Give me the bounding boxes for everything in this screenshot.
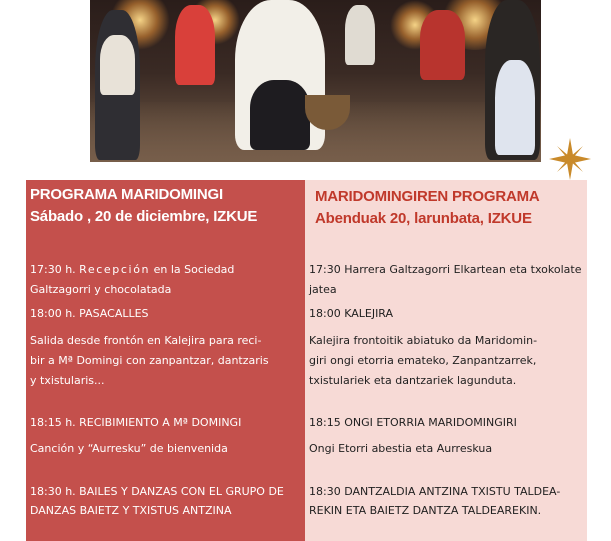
procession-photo bbox=[90, 0, 541, 162]
item-line: 18:00 h. PASACALLES bbox=[30, 307, 149, 320]
program-date: Sábado , 20 de diciembre, IZKUE bbox=[30, 208, 258, 225]
child-figure bbox=[495, 60, 535, 155]
program-date: Abenduak 20, larunbata, IZKUE bbox=[315, 210, 532, 227]
item-line: DANZAS BAIETZ Y TXISTUS ANTZINA bbox=[30, 504, 232, 517]
item-line: Salida desde frontón en Kalejira para reci- bbox=[30, 334, 262, 347]
item-line: txistulariek eta dantzariek lagunduta. bbox=[309, 374, 517, 387]
item-line: Ongi Etorri abestia eta Aurreskua bbox=[309, 442, 493, 455]
child-figure bbox=[420, 10, 465, 80]
item-time: 17:30 h. bbox=[30, 263, 76, 276]
item-line: bir a Mª Domingi con zanpantzar, dantzaris bbox=[30, 354, 269, 367]
item-line: REKIN ETA BAIETZ DANTZA TALDEAREKIN. bbox=[309, 504, 542, 517]
item-line: 18:30 DANTZALDIA ANTZINA TXISTU TALDEA- bbox=[309, 485, 561, 498]
robe-shadow bbox=[250, 80, 310, 150]
program-basque-column bbox=[305, 180, 587, 541]
item-line: 18:30 h. BAILES Y DANZAS CON EL GRUPO DE bbox=[30, 485, 284, 498]
star-icon bbox=[549, 138, 591, 180]
item-line: 18:00 KALEJIRA bbox=[309, 307, 394, 320]
program-spanish-column bbox=[26, 180, 305, 541]
item-heading: Recepción bbox=[79, 263, 151, 276]
item-line: Kalejira frontoitik abiatuko da Maridomin- bbox=[309, 334, 538, 347]
item-line: giri ongi etorria emateko, Zanpantzarrek, bbox=[309, 354, 537, 367]
item-line bbox=[30, 260, 234, 279]
item-line: Canción y “Aurresku” de bienvenida bbox=[30, 442, 228, 455]
item-line: 17:30 Harrera Galtzagorri Elkartean eta txokolate bbox=[309, 263, 582, 276]
item-line: y txistularis... bbox=[30, 374, 105, 387]
child-figure bbox=[100, 35, 135, 95]
item-line: 18:15 h. RECIBIMIENTO A Mª DOMINGI bbox=[30, 416, 242, 429]
child-figure bbox=[345, 5, 375, 65]
program-title: PROGRAMA MARIDOMINGI bbox=[30, 186, 223, 203]
program-title: MARIDOMINGIREN PROGRAMA bbox=[315, 188, 540, 205]
item-line: 18:15 ONGI ETORRIA MARIDOMINGIRI bbox=[309, 416, 517, 429]
item-text: en la Sociedad bbox=[150, 263, 235, 276]
item-line: Galtzagorri y chocolatada bbox=[30, 283, 172, 296]
item-line: jatea bbox=[309, 283, 337, 296]
child-figure bbox=[175, 5, 215, 85]
